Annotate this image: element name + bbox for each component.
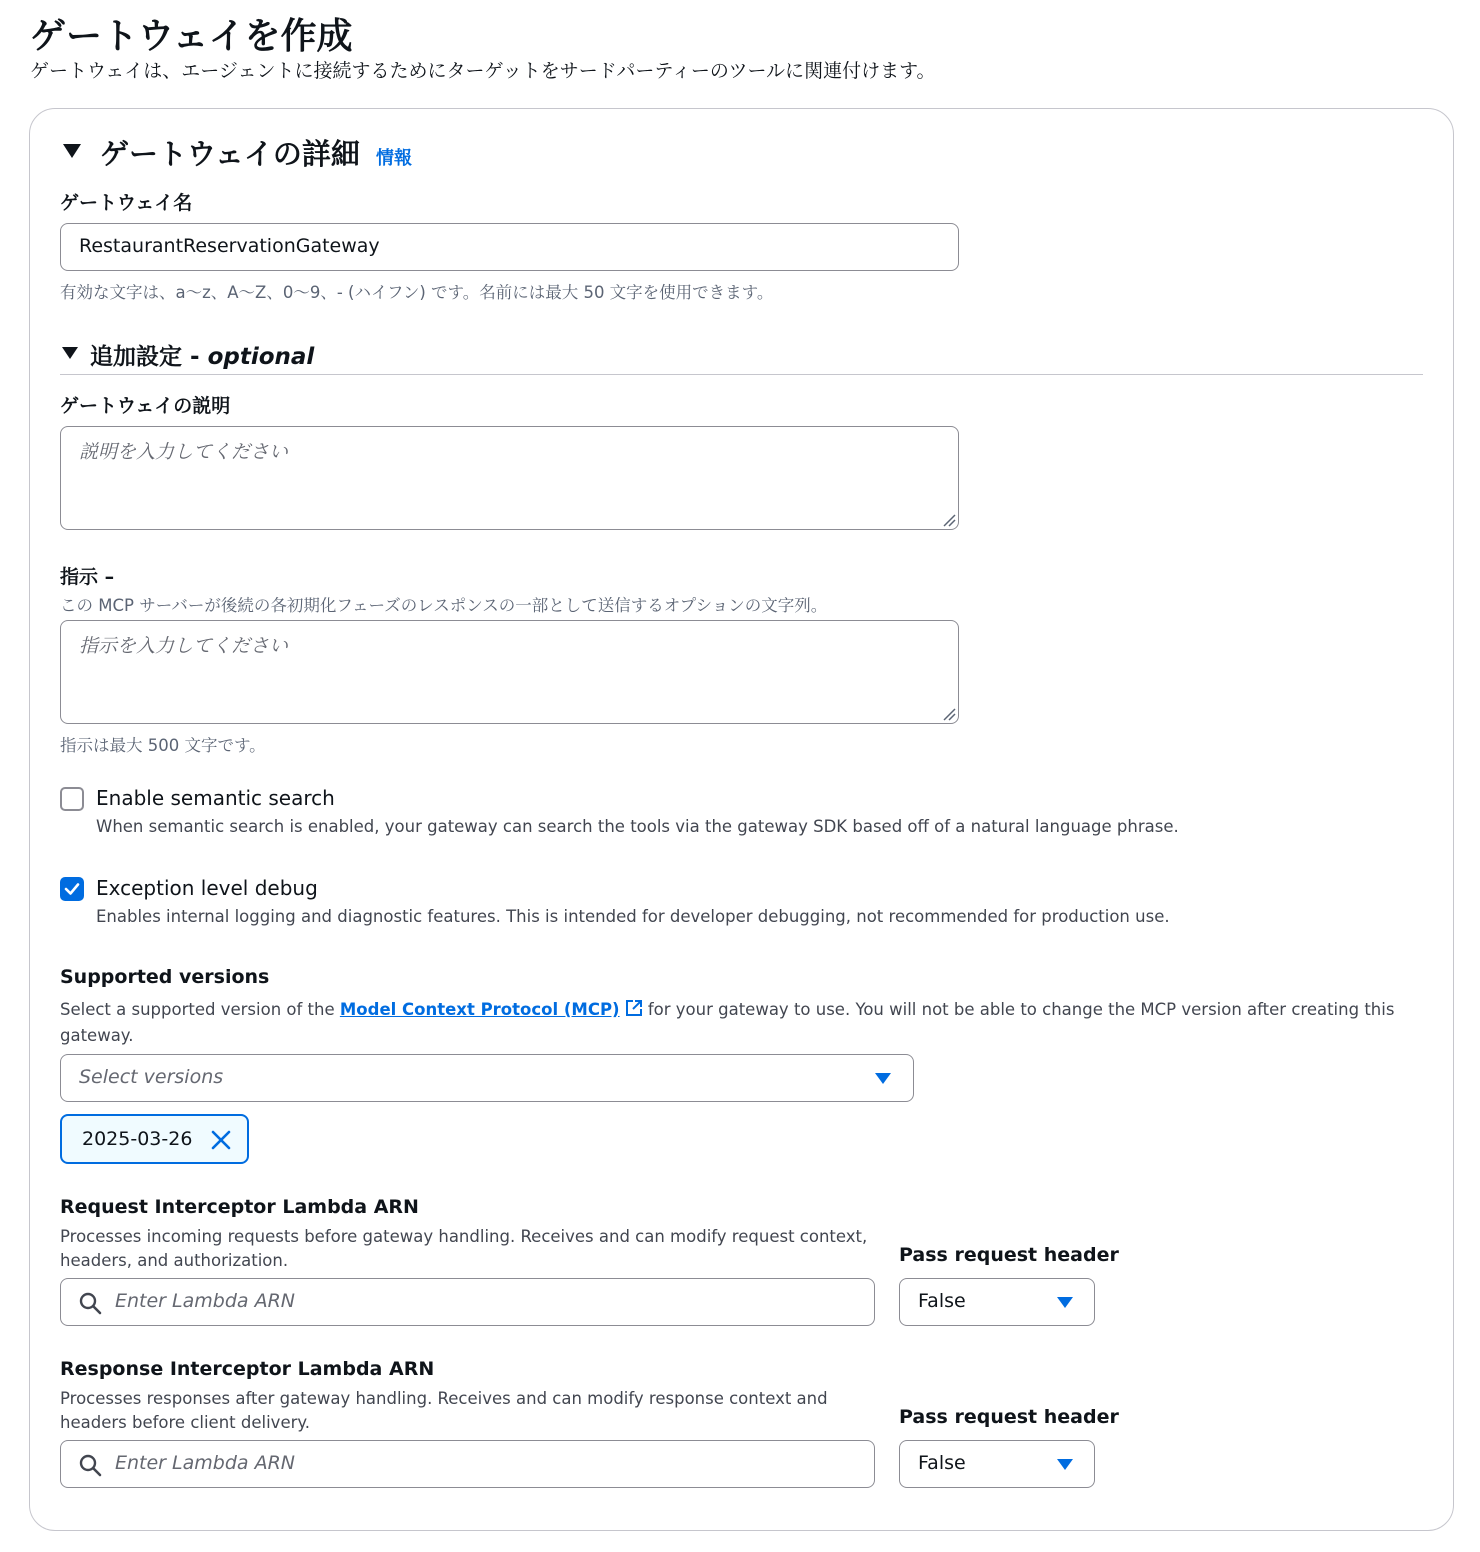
check-icon bbox=[63, 880, 81, 898]
additional-settings-title[interactable] bbox=[90, 338, 314, 371]
request-pass-header-label: Pass request header bbox=[899, 1244, 1119, 1266]
instructions-hint: 指示は最大 500 文字です。 bbox=[60, 736, 266, 755]
page-subtitle: ゲートウェイは、エージェントに接続するためにターゲットをサードパーティーのツールに関連付けます。 bbox=[30, 60, 936, 82]
response-interceptor-desc-line1: Processes responses after gateway handling. Receives and can modify response context and bbox=[60, 1389, 828, 1408]
exception-debug-checkbox[interactable] bbox=[60, 877, 84, 901]
description-textarea[interactable] bbox=[60, 426, 959, 530]
exception-debug-label[interactable]: Exception level debug bbox=[96, 876, 318, 900]
request-interceptor-desc-line2: headers, and authorization. bbox=[60, 1251, 289, 1270]
info-link[interactable]: 情報 bbox=[376, 148, 412, 169]
semantic-search-desc: When semantic search is enabled, your gateway can search the tools via the gateway SDK based off of a natural language phrase. bbox=[96, 817, 1179, 836]
supported-versions-desc-line2: gateway. bbox=[60, 1026, 134, 1045]
page-title: ゲートウェイを作成 bbox=[30, 16, 353, 57]
instructions-label: 指示 – bbox=[60, 566, 115, 588]
request-interceptor-label: Request Interceptor Lambda ARN bbox=[60, 1196, 419, 1218]
caret-down-icon bbox=[1057, 1458, 1073, 1471]
supported-versions-desc-text: Select a supported version of the bbox=[60, 1000, 340, 1019]
response-pass-header-select[interactable] bbox=[899, 1440, 1095, 1488]
versions-select[interactable] bbox=[60, 1054, 914, 1102]
response-pass-header-value: False bbox=[918, 1452, 966, 1474]
caret-down-icon bbox=[875, 1072, 891, 1085]
close-icon[interactable] bbox=[210, 1129, 232, 1151]
optional-tag: optional bbox=[207, 344, 315, 370]
instructions-textarea[interactable] bbox=[60, 620, 959, 724]
instructions-placeholder: 指示を入力してください bbox=[79, 635, 289, 657]
version-token bbox=[60, 1114, 249, 1164]
gateway-name-input[interactable] bbox=[60, 223, 959, 271]
description-placeholder: 説明を入力してください bbox=[79, 441, 289, 463]
resize-handle-icon[interactable] bbox=[940, 511, 956, 527]
response-lambda-arn-input[interactable] bbox=[60, 1440, 875, 1488]
description-label: ゲートウェイの説明 bbox=[60, 395, 231, 417]
version-token-label: 2025-03-26 bbox=[82, 1128, 193, 1150]
gateway-name-label: ゲートウェイ名 bbox=[60, 192, 193, 214]
semantic-search-checkbox[interactable] bbox=[60, 787, 84, 811]
divider bbox=[60, 374, 1423, 375]
instructions-desc: この MCP サーバーが後続の各初期化フェーズのレスポンスの一部として送信するオプションの文字列。 bbox=[60, 596, 828, 615]
external-link-icon[interactable] bbox=[625, 999, 643, 1017]
search-icon bbox=[78, 1291, 102, 1315]
supported-versions-desc-after: for your gateway to use. You will not be able to change the MCP version after creating this bbox=[642, 1000, 1395, 1019]
gateway-name-hint: 有効な文字は、a〜z、A〜Z、0〜9、- (ハイフン) です。名前には最大 50 文字を使用できます。 bbox=[60, 283, 774, 302]
search-icon bbox=[78, 1453, 102, 1477]
supported-versions-desc bbox=[60, 999, 1394, 1019]
versions-select-placeholder: Select versions bbox=[79, 1066, 224, 1088]
gateway-name-value: RestaurantReservationGateway bbox=[79, 235, 380, 257]
title-separator: - bbox=[182, 344, 208, 370]
additional-settings-label: 追加設定 bbox=[90, 344, 182, 370]
section-title[interactable]: ゲートウェイの詳細 bbox=[100, 137, 360, 171]
response-pass-header-label: Pass request header bbox=[899, 1406, 1119, 1428]
resize-handle-icon[interactable] bbox=[940, 705, 956, 721]
request-pass-header-value: False bbox=[918, 1290, 966, 1312]
caret-down-icon bbox=[1057, 1296, 1073, 1309]
semantic-search-label[interactable]: Enable semantic search bbox=[96, 786, 335, 810]
response-interceptor-desc-line2: headers before client delivery. bbox=[60, 1413, 311, 1432]
request-pass-header-select[interactable] bbox=[899, 1278, 1095, 1326]
response-lambda-arn-placeholder: Enter Lambda ARN bbox=[115, 1452, 295, 1474]
mcp-link[interactable]: Model Context Protocol (MCP) bbox=[339, 1000, 620, 1019]
request-lambda-arn-placeholder: Enter Lambda ARN bbox=[115, 1290, 295, 1312]
request-interceptor-desc-line1: Processes incoming requests before gateway handling. Receives and can modify request context, bbox=[60, 1227, 868, 1246]
supported-versions-label: Supported versions bbox=[60, 966, 270, 988]
caret-down-icon[interactable] bbox=[62, 142, 82, 160]
exception-debug-desc: Enables internal logging and diagnostic features. This is intended for developer debugging, not recommended for production use. bbox=[96, 907, 1170, 926]
response-interceptor-label: Response Interceptor Lambda ARN bbox=[60, 1358, 435, 1380]
request-lambda-arn-input[interactable] bbox=[60, 1278, 875, 1326]
caret-down-icon[interactable] bbox=[62, 346, 78, 360]
